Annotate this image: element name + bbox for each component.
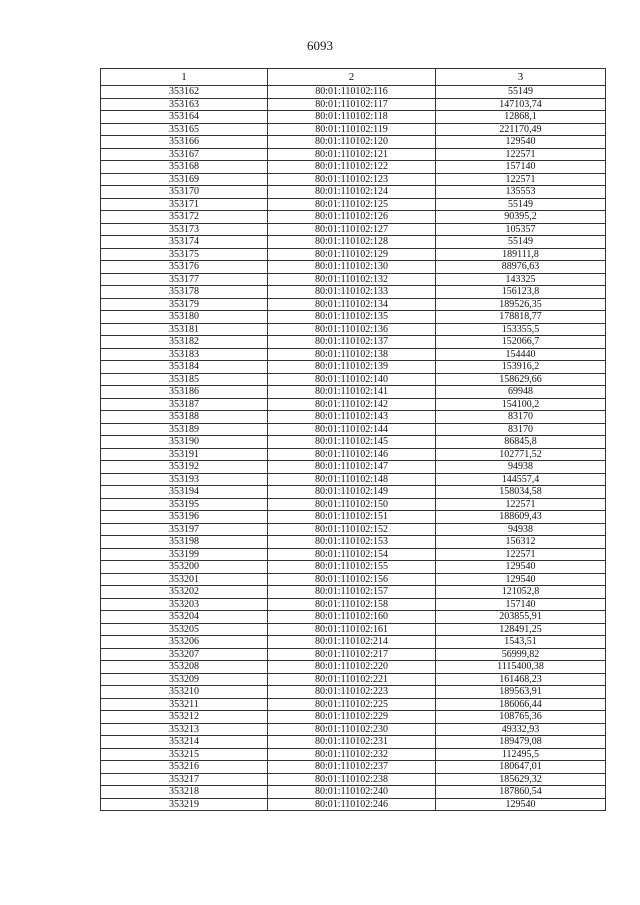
- cadastral-number-cell: 80:01:110102:221: [268, 673, 436, 686]
- cadastral-number-cell: 80:01:110102:220: [268, 661, 436, 674]
- cadastral-number-cell: 80:01:110102:153: [268, 536, 436, 549]
- value-cell: 122571: [436, 173, 606, 186]
- value-cell: 1543,51: [436, 636, 606, 649]
- data-table: [100, 68, 606, 811]
- table-row: [101, 436, 606, 449]
- cadastral-number-cell: 80:01:110102:138: [268, 348, 436, 361]
- value-cell: 12868,1: [436, 111, 606, 124]
- record-number-cell: 353185: [101, 373, 268, 386]
- record-number-cell: 353199: [101, 548, 268, 561]
- table-row: [101, 398, 606, 411]
- record-number-cell: 353216: [101, 761, 268, 774]
- table-row: [101, 511, 606, 524]
- cadastral-number-cell: 80:01:110102:149: [268, 486, 436, 499]
- table-row: [101, 548, 606, 561]
- cadastral-number-cell: 80:01:110102:230: [268, 723, 436, 736]
- record-number-cell: 353204: [101, 611, 268, 624]
- record-number-cell: 353201: [101, 573, 268, 586]
- table-row: [101, 636, 606, 649]
- record-number-cell: 353178: [101, 286, 268, 299]
- record-number-cell: 353190: [101, 436, 268, 449]
- cadastral-number-cell: 80:01:110102:137: [268, 336, 436, 349]
- value-cell: 112495,5: [436, 748, 606, 761]
- cadastral-number-cell: 80:01:110102:155: [268, 561, 436, 574]
- record-number-cell: 353171: [101, 198, 268, 211]
- table-row: [101, 86, 606, 99]
- cadastral-number-cell: 80:01:110102:217: [268, 648, 436, 661]
- value-cell: 158034,58: [436, 486, 606, 499]
- record-number-cell: 353192: [101, 461, 268, 474]
- record-number-cell: 353168: [101, 161, 268, 174]
- value-cell: 157140: [436, 598, 606, 611]
- value-cell: 153916,2: [436, 361, 606, 374]
- record-number-cell: 353180: [101, 311, 268, 324]
- record-number-cell: 353186: [101, 386, 268, 399]
- record-number-cell: 353212: [101, 711, 268, 724]
- cadastral-number-cell: 80:01:110102:141: [268, 386, 436, 399]
- record-number-cell: 353209: [101, 673, 268, 686]
- cadastral-number-cell: 80:01:110102:223: [268, 686, 436, 699]
- record-number-cell: 353196: [101, 511, 268, 524]
- value-cell: 135553: [436, 186, 606, 199]
- value-cell: 56999,82: [436, 648, 606, 661]
- value-cell: 189526,35: [436, 298, 606, 311]
- table-row: [101, 598, 606, 611]
- record-number-cell: 353177: [101, 273, 268, 286]
- cadastral-number-cell: 80:01:110102:246: [268, 798, 436, 811]
- table-row: [101, 798, 606, 811]
- record-number-cell: 353205: [101, 623, 268, 636]
- value-cell: 143325: [436, 273, 606, 286]
- value-cell: 186066,44: [436, 698, 606, 711]
- table-row: [101, 711, 606, 724]
- cadastral-number-cell: 80:01:110102:127: [268, 223, 436, 236]
- record-number-cell: 353166: [101, 136, 268, 149]
- value-cell: 161468,23: [436, 673, 606, 686]
- cadastral-number-cell: 80:01:110102:142: [268, 398, 436, 411]
- record-number-cell: 353214: [101, 736, 268, 749]
- value-cell: 157140: [436, 161, 606, 174]
- table-row: [101, 323, 606, 336]
- value-cell: 156312: [436, 536, 606, 549]
- value-cell: 178818,77: [436, 311, 606, 324]
- table-row: [101, 236, 606, 249]
- cadastral-number-cell: 80:01:110102:229: [268, 711, 436, 724]
- record-number-cell: 353202: [101, 586, 268, 599]
- record-number-cell: 353210: [101, 686, 268, 699]
- cadastral-number-cell: 80:01:110102:132: [268, 273, 436, 286]
- value-cell: 55149: [436, 86, 606, 99]
- table-row: [101, 261, 606, 274]
- cadastral-number-cell: 80:01:110102:146: [268, 448, 436, 461]
- cadastral-number-cell: 80:01:110102:145: [268, 436, 436, 449]
- value-cell: 144557,4: [436, 473, 606, 486]
- cadastral-number-cell: 80:01:110102:144: [268, 423, 436, 436]
- cadastral-number-cell: 80:01:110102:214: [268, 636, 436, 649]
- table-row: [101, 561, 606, 574]
- record-number-cell: 353215: [101, 748, 268, 761]
- record-number-cell: 353179: [101, 298, 268, 311]
- cadastral-number-cell: 80:01:110102:156: [268, 573, 436, 586]
- table-row: [101, 573, 606, 586]
- value-cell: 55149: [436, 198, 606, 211]
- cadastral-number-cell: 80:01:110102:121: [268, 148, 436, 161]
- value-cell: 189563,91: [436, 686, 606, 699]
- table-row: [101, 536, 606, 549]
- value-cell: 128491,25: [436, 623, 606, 636]
- table-row: [101, 248, 606, 261]
- value-cell: 69948: [436, 386, 606, 399]
- table-row: [101, 386, 606, 399]
- value-cell: 83170: [436, 411, 606, 424]
- cadastral-number-cell: 80:01:110102:139: [268, 361, 436, 374]
- table-row: [101, 148, 606, 161]
- cadastral-number-cell: 80:01:110102:128: [268, 236, 436, 249]
- record-number-cell: 353175: [101, 248, 268, 261]
- table-row: [101, 448, 606, 461]
- cadastral-number-cell: 80:01:110102:140: [268, 373, 436, 386]
- table-row: [101, 773, 606, 786]
- cadastral-number-cell: 80:01:110102:157: [268, 586, 436, 599]
- value-cell: 180647,01: [436, 761, 606, 774]
- table-row: [101, 348, 606, 361]
- value-cell: 121052,8: [436, 586, 606, 599]
- record-number-cell: 353183: [101, 348, 268, 361]
- cadastral-number-cell: 80:01:110102:120: [268, 136, 436, 149]
- value-cell: 154100,2: [436, 398, 606, 411]
- cadastral-number-cell: 80:01:110102:134: [268, 298, 436, 311]
- table-row: [101, 748, 606, 761]
- value-cell: 1115400,38: [436, 661, 606, 674]
- record-number-cell: 353189: [101, 423, 268, 436]
- table-row: [101, 361, 606, 374]
- cadastral-number-cell: 80:01:110102:232: [268, 748, 436, 761]
- table-row: [101, 286, 606, 299]
- table-row: [101, 623, 606, 636]
- cadastral-number-cell: 80:01:110102:148: [268, 473, 436, 486]
- table-row: [101, 461, 606, 474]
- table-row: [101, 686, 606, 699]
- cadastral-number-cell: 80:01:110102:161: [268, 623, 436, 636]
- table-row: [101, 186, 606, 199]
- column-header-1: 1: [101, 69, 268, 86]
- value-cell: 49332,93: [436, 723, 606, 736]
- record-number-cell: 353217: [101, 773, 268, 786]
- cadastral-number-cell: 80:01:110102:152: [268, 523, 436, 536]
- value-cell: 129540: [436, 136, 606, 149]
- cadastral-number-cell: 80:01:110102:150: [268, 498, 436, 511]
- record-number-cell: 353194: [101, 486, 268, 499]
- cadastral-number-cell: 80:01:110102:118: [268, 111, 436, 124]
- table-header: [101, 69, 606, 86]
- page-number: 6093: [307, 38, 333, 53]
- record-number-cell: 353162: [101, 86, 268, 99]
- table-body: [101, 86, 606, 811]
- table-row: [101, 648, 606, 661]
- record-number-cell: 353181: [101, 323, 268, 336]
- cadastral-number-cell: 80:01:110102:123: [268, 173, 436, 186]
- record-number-cell: 353208: [101, 661, 268, 674]
- record-number-cell: 353173: [101, 223, 268, 236]
- table-row: [101, 336, 606, 349]
- cadastral-number-cell: 80:01:110102:133: [268, 286, 436, 299]
- table-row: [101, 111, 606, 124]
- table-row: [101, 136, 606, 149]
- value-cell: 221170,49: [436, 123, 606, 136]
- record-number-cell: 353213: [101, 723, 268, 736]
- value-cell: 189479,08: [436, 736, 606, 749]
- cadastral-number-cell: 80:01:110102:154: [268, 548, 436, 561]
- cadastral-number-cell: 80:01:110102:129: [268, 248, 436, 261]
- cadastral-number-cell: 80:01:110102:124: [268, 186, 436, 199]
- record-number-cell: 353191: [101, 448, 268, 461]
- table-row: [101, 661, 606, 674]
- table-row: [101, 123, 606, 136]
- cadastral-number-cell: 80:01:110102:231: [268, 736, 436, 749]
- record-number-cell: 353174: [101, 236, 268, 249]
- table-row: [101, 373, 606, 386]
- cadastral-number-cell: 80:01:110102:225: [268, 698, 436, 711]
- cadastral-number-cell: 80:01:110102:122: [268, 161, 436, 174]
- table-row: [101, 611, 606, 624]
- record-number-cell: 353165: [101, 123, 268, 136]
- cadastral-number-cell: 80:01:110102:126: [268, 211, 436, 224]
- table-row: [101, 473, 606, 486]
- cadastral-number-cell: 80:01:110102:238: [268, 773, 436, 786]
- record-number-cell: 353169: [101, 173, 268, 186]
- record-number-cell: 353195: [101, 498, 268, 511]
- value-cell: 152066,7: [436, 336, 606, 349]
- table-row: [101, 786, 606, 799]
- record-number-cell: 353187: [101, 398, 268, 411]
- record-number-cell: 353188: [101, 411, 268, 424]
- cadastral-number-cell: 80:01:110102:143: [268, 411, 436, 424]
- cadastral-number-cell: 80:01:110102:160: [268, 611, 436, 624]
- cadastral-number-cell: 80:01:110102:125: [268, 198, 436, 211]
- value-cell: 129540: [436, 798, 606, 811]
- record-number-cell: 353172: [101, 211, 268, 224]
- record-number-cell: 353203: [101, 598, 268, 611]
- value-cell: 189111,8: [436, 248, 606, 261]
- value-cell: 122571: [436, 548, 606, 561]
- cadastral-number-cell: 80:01:110102:135: [268, 311, 436, 324]
- table-row: [101, 211, 606, 224]
- value-cell: 156123,8: [436, 286, 606, 299]
- value-cell: 55149: [436, 236, 606, 249]
- record-number-cell: 353176: [101, 261, 268, 274]
- value-cell: 153355,5: [436, 323, 606, 336]
- table-row: [101, 586, 606, 599]
- cadastral-number-cell: 80:01:110102:151: [268, 511, 436, 524]
- record-number-cell: 353170: [101, 186, 268, 199]
- table-row: [101, 161, 606, 174]
- record-number-cell: 353206: [101, 636, 268, 649]
- value-cell: 122571: [436, 498, 606, 511]
- table-row: [101, 173, 606, 186]
- value-cell: 90395,2: [436, 211, 606, 224]
- record-number-cell: 353164: [101, 111, 268, 124]
- value-cell: 188609,43: [436, 511, 606, 524]
- table-row: [101, 761, 606, 774]
- value-cell: 129540: [436, 573, 606, 586]
- record-number-cell: 353193: [101, 473, 268, 486]
- table-row: [101, 298, 606, 311]
- value-cell: 108765,36: [436, 711, 606, 724]
- record-number-cell: 353218: [101, 786, 268, 799]
- table-row: [101, 486, 606, 499]
- value-cell: 158629,66: [436, 373, 606, 386]
- value-cell: 94938: [436, 523, 606, 536]
- header-row: [101, 69, 606, 86]
- table-row: [101, 498, 606, 511]
- record-number-cell: 353200: [101, 561, 268, 574]
- value-cell: 94938: [436, 461, 606, 474]
- table-row: [101, 423, 606, 436]
- value-cell: 88976,63: [436, 261, 606, 274]
- value-cell: 187860,54: [436, 786, 606, 799]
- record-number-cell: 353184: [101, 361, 268, 374]
- record-number-cell: 353198: [101, 536, 268, 549]
- table-row: [101, 698, 606, 711]
- cadastral-number-cell: 80:01:110102:117: [268, 98, 436, 111]
- value-cell: 102771,52: [436, 448, 606, 461]
- cadastral-number-cell: 80:01:110102:136: [268, 323, 436, 336]
- record-number-cell: 353163: [101, 98, 268, 111]
- table-row: [101, 411, 606, 424]
- record-number-cell: 353167: [101, 148, 268, 161]
- column-header-3: 3: [436, 69, 606, 86]
- record-number-cell: 353182: [101, 336, 268, 349]
- table-row: [101, 223, 606, 236]
- record-number-cell: 353197: [101, 523, 268, 536]
- value-cell: 147103,74: [436, 98, 606, 111]
- table-row: [101, 723, 606, 736]
- value-cell: 86845,8: [436, 436, 606, 449]
- value-cell: 203855,91: [436, 611, 606, 624]
- cadastral-number-cell: 80:01:110102:147: [268, 461, 436, 474]
- table-row: [101, 311, 606, 324]
- value-cell: 122571: [436, 148, 606, 161]
- column-header-2: 2: [268, 69, 436, 86]
- cadastral-number-cell: 80:01:110102:158: [268, 598, 436, 611]
- value-cell: 83170: [436, 423, 606, 436]
- value-cell: 105357: [436, 223, 606, 236]
- table-row: [101, 273, 606, 286]
- record-number-cell: 353219: [101, 798, 268, 811]
- value-cell: 185629,32: [436, 773, 606, 786]
- table-row: [101, 198, 606, 211]
- record-number-cell: 353207: [101, 648, 268, 661]
- cadastral-number-cell: 80:01:110102:130: [268, 261, 436, 274]
- value-cell: 129540: [436, 561, 606, 574]
- table-row: [101, 736, 606, 749]
- cadastral-number-cell: 80:01:110102:237: [268, 761, 436, 774]
- table-row: [101, 673, 606, 686]
- table-row: [101, 98, 606, 111]
- cadastral-number-cell: 80:01:110102:240: [268, 786, 436, 799]
- record-number-cell: 353211: [101, 698, 268, 711]
- cadastral-number-cell: 80:01:110102:116: [268, 86, 436, 99]
- cadastral-number-cell: 80:01:110102:119: [268, 123, 436, 136]
- table-row: [101, 523, 606, 536]
- value-cell: 154440: [436, 348, 606, 361]
